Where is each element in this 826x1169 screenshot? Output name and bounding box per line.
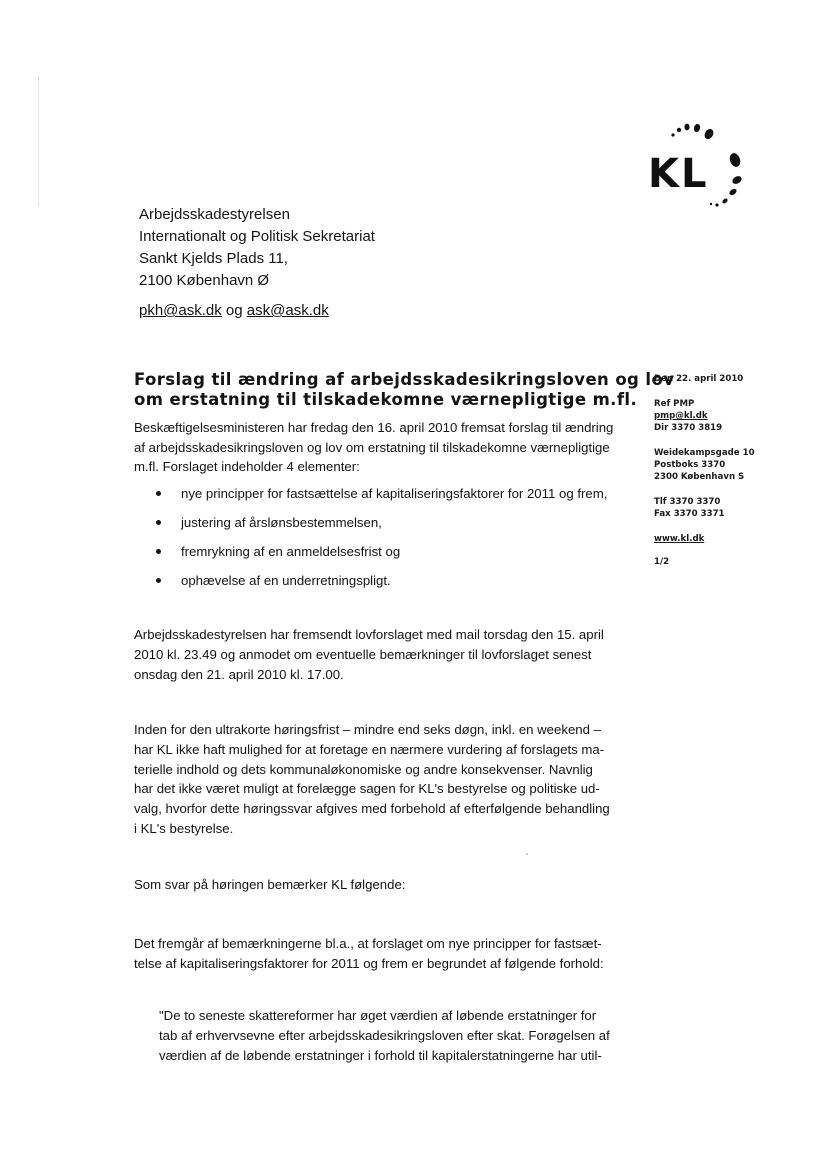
bullet-icon	[156, 520, 161, 525]
address-line: Internationalt og Politisk Sekretariat	[139, 228, 375, 245]
paragraph-deadline	[134, 720, 624, 839]
email-link-ask[interactable]: ask@ask.dk	[246, 302, 329, 319]
text-line: "De to seneste skattereformer har øget værdien af løbende erstatninger for	[159, 1008, 597, 1023]
paragraph-remarks	[134, 934, 624, 974]
list-item	[134, 484, 624, 513]
phone-number: Tlf 3370 3370	[654, 497, 721, 507]
scan-speck	[526, 853, 528, 855]
text-line: Beskæftigelsesministeren har fredag den 16. april 2010 fremsat forslag til ændring	[134, 420, 614, 435]
text-line: Inden for den ultrakorte høringsfrist – mindre end seks døgn, inkl. en weekend –	[134, 722, 601, 737]
reference-email-link[interactable]: pmp@kl.dk	[654, 411, 708, 421]
text-line: onsdag den 21. april 2010 kl. 17.00.	[134, 666, 344, 682]
recipient-address	[139, 204, 375, 292]
bullet-icon	[156, 578, 161, 583]
logo-text: KL	[648, 151, 709, 197]
quoted-passage	[159, 1006, 619, 1065]
direct-phone: Dir 3370 3819	[654, 423, 723, 433]
text-line: har det ikke været muligt at forelægge sagen for KL's bestyrelse og politiske ud-	[134, 781, 600, 797]
paragraph-submission	[134, 625, 624, 684]
sender-info-sidebar	[654, 373, 794, 568]
address-line: Sankt Kjelds Plads 11,	[139, 250, 288, 267]
list-item-text: nye principper for fastsættelse af kapitaliseringsfaktorer for 2011 og frem,	[181, 486, 608, 501]
letter-date: Den 22. april 2010	[654, 374, 744, 384]
address-line: Arbejdsskadestyrelsen	[139, 206, 290, 223]
list-item	[134, 542, 624, 571]
website-link[interactable]: www.kl.dk	[654, 534, 705, 544]
street-address: Weidekampsgade 10	[654, 448, 755, 458]
recipient-emails	[139, 300, 329, 322]
list-item-text: justering af årslønsbestemmelsen,	[181, 515, 382, 530]
email-link-pkh[interactable]: pkh@ask.dk	[139, 302, 222, 319]
text-line: 2010 kl. 23.49 og anmodet om eventuelle bemærkninger til lovforslaget senest	[134, 646, 592, 662]
list-item	[134, 571, 624, 600]
postal-city: 2300 København S	[654, 472, 745, 482]
scan-margin-mark	[38, 78, 39, 206]
bullet-icon	[156, 491, 161, 496]
text-line: af arbejdsskadesikringsloven og lov om erstatning til tilskadekomne værnepligtige	[134, 439, 610, 455]
title-line-1: Forslag til ændring af arbejdsskadesikringsloven og lov	[134, 370, 675, 389]
text-line: i KL's bestyrelse.	[134, 820, 234, 836]
text-line: m.fl. Forslaget indeholder 4 elementer:	[134, 459, 360, 474]
text-line: værdien af de løbende erstatninger i forhold til kapitalerstatningerne har util-	[159, 1047, 602, 1063]
text-line: Som svar på høringen bemærker KL følgende:	[134, 877, 406, 892]
text-line: valg, hvorfor dette høringssvar afgives med forbehold af efterfølgende behandling	[134, 801, 610, 817]
text-line: tab af erhvervsevne efter arbejdsskadesikringsloven efter skat. Forøgelsen af	[159, 1027, 610, 1043]
list-item-text: ophævelse af en underretningspligt.	[181, 573, 391, 588]
kl-logo	[646, 118, 756, 214]
list-item	[134, 513, 624, 542]
intro-paragraph	[134, 418, 624, 477]
list-item-text: fremrykning af en anmeldelsesfrist og	[181, 544, 401, 559]
reference: Ref PMP	[654, 399, 695, 409]
page-number: 1/2	[654, 557, 670, 567]
text-line: Det fremgår af bemærkningerne bl.a., at forslaget om nye principper for fastsæt-	[134, 936, 602, 951]
bullet-icon	[156, 549, 161, 554]
title-line-2: om erstatning til tilskadekomne værnepligtige m.fl.	[134, 390, 638, 409]
paragraph-response	[134, 875, 624, 895]
address-line: 2100 København Ø	[139, 272, 270, 289]
text-line: Arbejdsskadestyrelsen har fremsendt lovforslaget med mail torsdag den 15. april	[134, 627, 604, 642]
postbox: Postboks 3370	[654, 460, 726, 470]
text-line: terielle indhold og dets kommunaløkonomiske og andre konsekvenser. Navnlig	[134, 761, 593, 777]
fax-number: Fax 3370 3371	[654, 509, 725, 519]
text-line: telse af kapitaliseringsfaktorer for 2011 og frem er begrundet af følgende forhold:	[134, 955, 604, 971]
email-joiner: og	[221, 302, 247, 319]
text-line: har KL ikke haft mulighed for at foretage en nærmere vurdering af forslagets ma-	[134, 741, 605, 757]
elements-list	[134, 484, 624, 600]
